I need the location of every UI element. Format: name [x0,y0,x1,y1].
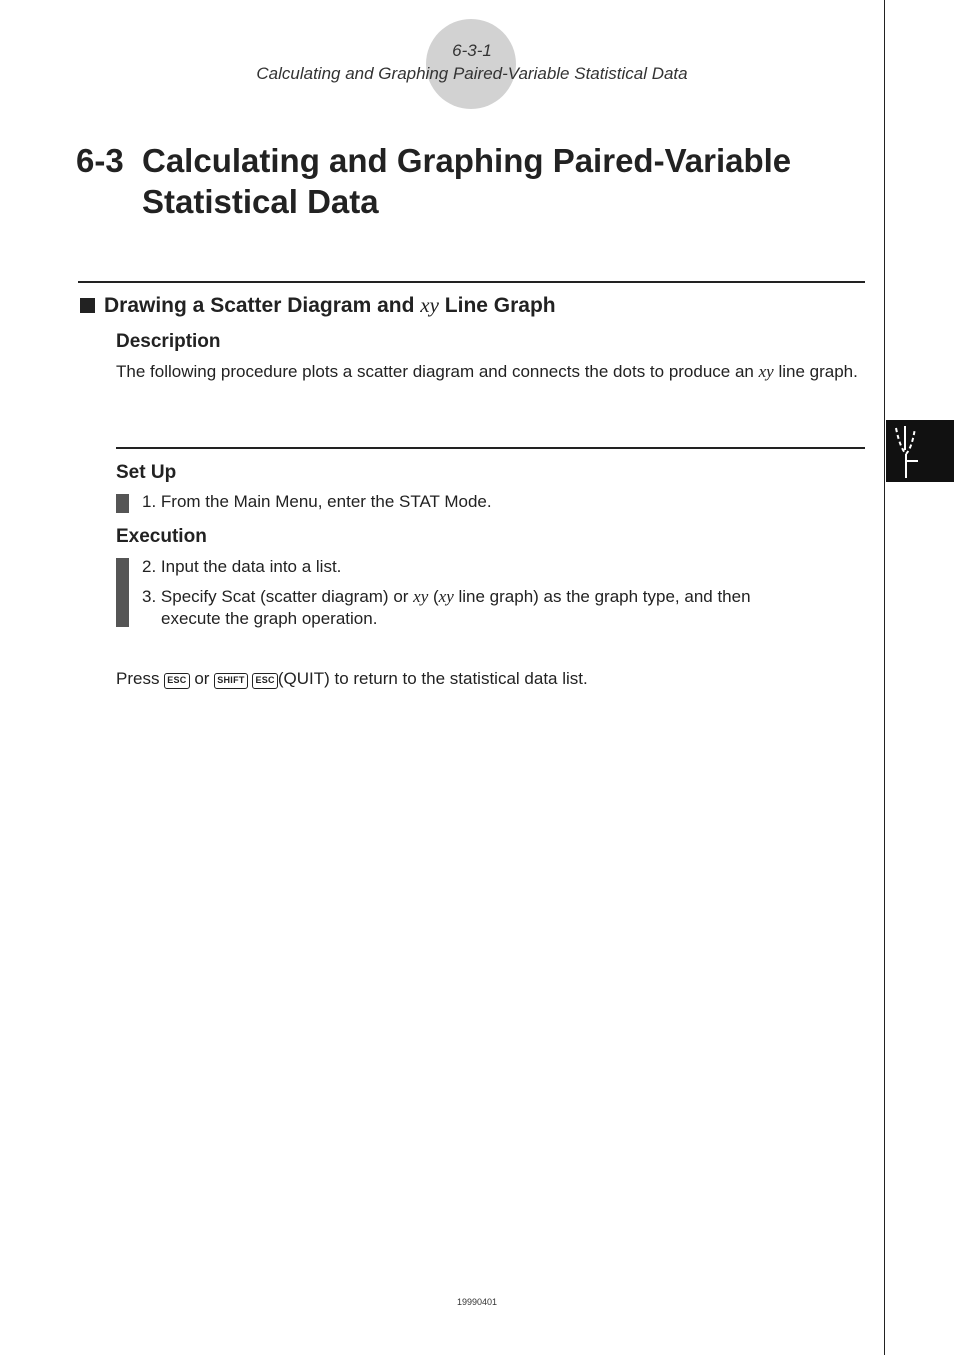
shift-key-icon: SHIFT [214,673,248,689]
step3-text-b: ( [433,587,439,606]
statistics-tab-icon [886,420,954,482]
chapter-number: 6-3 [76,142,124,179]
execution-step-3 [142,586,862,630]
running-title: Calculating and Graphing Paired-Variable Statistical Data [256,64,688,83]
section-heading [80,292,556,319]
footer-code: 19990401 [456,1297,498,1307]
setup-step-bar [116,494,129,513]
section-title-var: xy [420,293,439,317]
description-heading: Description [116,331,221,352]
description-text-var: xy [758,362,774,381]
section-title-post: Line Graph [444,294,556,317]
statistics-tab-glyph [886,420,954,482]
chapter-title-text: Calculating and Graphing Paired-Variable Statistical Data [142,142,792,220]
execution-heading: Execution [116,526,207,547]
section-rule [78,281,865,283]
page-number: 6-3-1 [452,41,492,60]
setup-rule [116,447,865,449]
description-text [116,360,861,383]
description-text-post: line graph. [778,362,858,381]
step3-text-a: 3. Specify Scat (scatter diagram) or [142,587,409,606]
esc-key-icon-2: ESC [252,673,277,689]
setup-step-1: 1. From the Main Menu, enter the STAT Mode. [142,492,492,511]
step3-text-c: line graph) as the graph type, and then [458,587,751,606]
press-note [116,667,861,690]
press-note-or: or [194,669,210,688]
execution-step-bar [116,558,129,627]
section-title-pre: Drawing a Scatter Diagram and [104,294,415,317]
setup-heading: Set Up [116,462,177,483]
chapter-title [76,140,842,222]
esc-key-icon: ESC [164,673,189,689]
press-note-rest: (QUIT) to return to the statistical data list. [277,669,588,688]
square-bullet-icon [80,298,95,313]
step3-var-1: xy [413,587,429,606]
step3-var-2: xy [438,587,454,606]
right-margin-rule [884,0,885,1355]
description-text-pre: The following procedure plots a scatter diagram and connects the dots to produce an [116,362,754,381]
step3-text-d: execute the graph operation. [161,609,378,628]
execution-step-2: 2. Input the data into a list. [142,557,342,576]
press-note-press: Press [116,669,160,688]
